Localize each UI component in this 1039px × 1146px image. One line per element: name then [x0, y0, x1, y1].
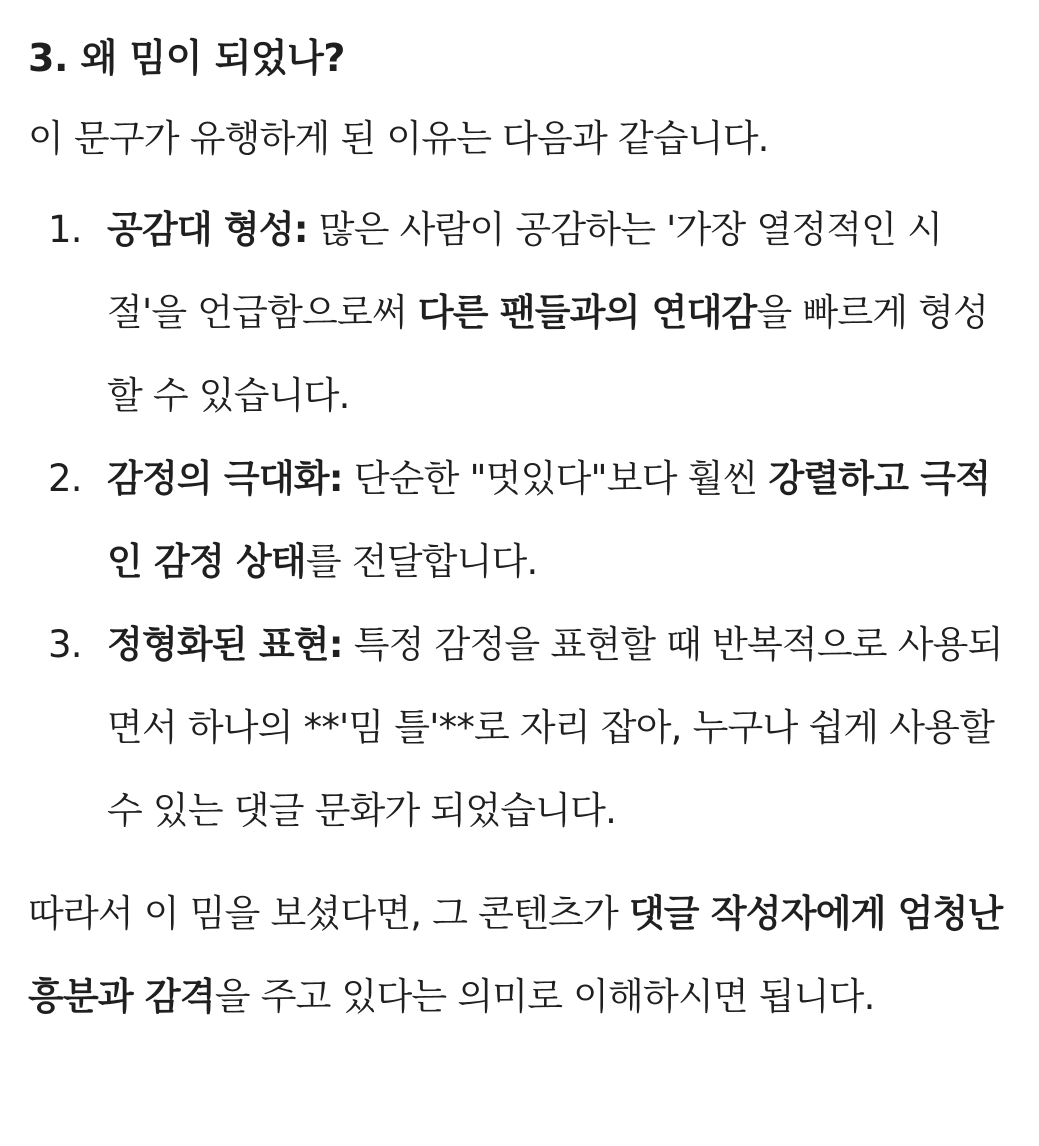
list-item — [28, 603, 1009, 852]
list-item-title: 감정의 극대화: — [107, 457, 343, 500]
closing-emphasis: 댓글 작성자에게 엄청난 흥분과 감격 — [28, 892, 1003, 1018]
list-item-text: 를 전달합니다. — [305, 540, 538, 583]
closing-paragraph — [28, 872, 1009, 1038]
list-item — [28, 188, 1009, 437]
list-item-text: 특정 감정을 표현할 때 반복적으로 사용되면서 하나의 **'밈 틀'**로 자리 잡아, 누구나 쉽게 사용할 수 있는 댓글 문화가 되었습니다. — [107, 623, 1003, 832]
list-item-title: 정형화된 표현: — [107, 623, 343, 666]
list-item-title: 공감대 형성: — [107, 208, 308, 251]
list-item-emphasis: 강렬하고 극적인 감정 상태 — [107, 457, 991, 583]
section-heading: 3. 왜 밈이 되었나? — [28, 36, 345, 80]
list-item-number: 3. — [48, 623, 82, 666]
intro-paragraph: 이 문구가 유행하게 된 이유는 다음과 같습니다. — [28, 117, 769, 160]
list-item-emphasis: 다른 팬들과의 연대감 — [417, 291, 757, 334]
list-item-text: 을 빠르게 형성할 수 있습니다. — [107, 291, 989, 417]
list-item-text: 많은 사람이 공감하는 '가장 열정적인 시절'을 언급함으로써 — [107, 208, 943, 334]
reasons-list — [28, 188, 1009, 852]
list-item — [28, 437, 1009, 603]
list-item-number: 2. — [48, 457, 82, 500]
closing-text: 을 주고 있다는 의미로 이해하시면 됩니다. — [214, 975, 875, 1018]
list-item-text: 단순한 "멋있다"보다 훨씬 — [342, 457, 769, 500]
list-item-number: 1. — [48, 208, 82, 251]
closing-text: 따라서 이 밈을 보셨다면, 그 콘텐츠가 — [28, 892, 629, 935]
